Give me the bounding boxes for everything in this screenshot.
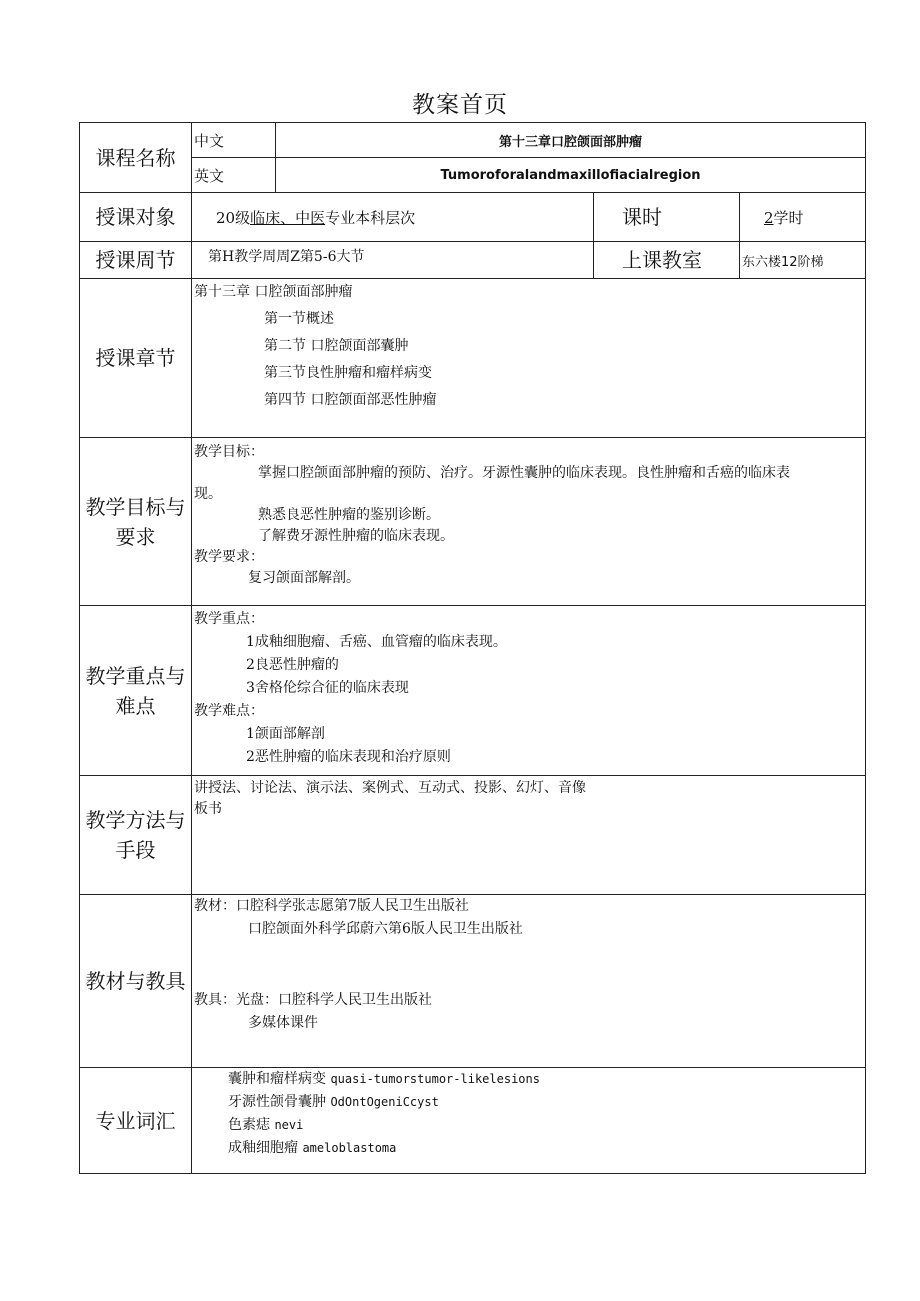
audience-majors: 临床、中医 bbox=[250, 208, 326, 227]
vocab-item-1 bbox=[228, 1068, 863, 1091]
vocab-item-3 bbox=[228, 1114, 863, 1137]
goal-heading: 教学目标： bbox=[194, 444, 264, 460]
goal-line1: 掌握口腔颌面部肿瘤的预防、治疗。牙源性囊肿的临床表现。良性肿瘤和舌癌的临床表 bbox=[258, 465, 790, 481]
key-item-3: 3舍格伦综合征的临床表现 bbox=[246, 680, 409, 696]
course-cn-label: 中文 bbox=[192, 123, 276, 158]
course-cn-value: 第十三章口腔颌面部肿瘤 bbox=[276, 123, 866, 158]
keypoints-label bbox=[80, 606, 192, 776]
methods-label-line2: 手段 bbox=[115, 838, 156, 862]
vocab-item-4 bbox=[228, 1137, 863, 1160]
vocab-cn-2: 牙源性颌骨囊肿 bbox=[228, 1094, 326, 1110]
vocab-cn-3: 色素痣 bbox=[228, 1117, 270, 1133]
goal-line3: 了解费牙源性肿瘤的临床表现。 bbox=[258, 528, 454, 544]
methods-label-line1: 教学方法与 bbox=[85, 808, 186, 832]
hours-label: 课时 bbox=[594, 193, 740, 242]
hours-value bbox=[740, 193, 866, 242]
audience-label: 授课对象 bbox=[80, 193, 192, 242]
diff-heading: 教学难点： bbox=[194, 703, 264, 719]
goal-line1b: 现。 bbox=[194, 486, 222, 502]
diff-item-2: 2恶性肿瘤的临床表现和治疗原则 bbox=[246, 749, 451, 765]
vocab-label: 专业词汇 bbox=[80, 1068, 192, 1174]
vocab-cn-1: 囊肿和瘤样病变 bbox=[228, 1071, 326, 1087]
section-2: 第二节 口腔颌面部囊肿 bbox=[264, 338, 409, 354]
diff-item-1: 1颌面部解剖 bbox=[246, 726, 325, 742]
keypoints-content bbox=[192, 606, 866, 776]
section-4: 第四节 口腔颌面部恶性肿瘤 bbox=[264, 392, 437, 408]
methods-content bbox=[192, 776, 866, 895]
methods-line2: 板书 bbox=[194, 801, 222, 817]
section-3: 第三节良性肿瘤和瘤样病变 bbox=[264, 365, 432, 381]
page-title: 教案首页 bbox=[412, 92, 508, 118]
lesson-plan-table bbox=[79, 122, 866, 1174]
methods-line1: 讲授法、讨论法、演示法、案例式、互动式、投影、幻灯、音像 bbox=[194, 780, 586, 796]
tool-line2: 多媒体课件 bbox=[248, 1015, 318, 1031]
key-heading: 教学重点： bbox=[194, 611, 264, 627]
req-heading: 教学要求： bbox=[194, 549, 264, 565]
objectives-label-line1: 教学目标与 bbox=[85, 494, 186, 519]
tool-line1: 教具：光盘：口腔科学人民卫生出版社 bbox=[194, 992, 432, 1008]
methods-label bbox=[80, 776, 192, 895]
vocab-content bbox=[192, 1068, 866, 1174]
vocab-item-2 bbox=[228, 1091, 863, 1114]
req-line: 复习颌面部解剖。 bbox=[248, 570, 360, 586]
course-en-label: 英文 bbox=[192, 158, 276, 193]
hours-number: 2 bbox=[764, 208, 774, 227]
chapters-content bbox=[192, 279, 866, 438]
materials-content bbox=[192, 895, 866, 1068]
course-en-value: Tumoroforalandmaxillofiacialregion bbox=[276, 158, 866, 193]
room-label: 上课教室 bbox=[594, 242, 740, 279]
audience-suffix: 专业本科层次 bbox=[325, 208, 416, 227]
keypoints-label-line2: 难点 bbox=[115, 693, 156, 718]
audience-prefix: 20级 bbox=[216, 208, 251, 227]
room-value: 东六楼12阶梯 bbox=[740, 242, 866, 279]
keypoints-label-line1: 教学重点与 bbox=[85, 663, 186, 688]
goal-line2: 熟悉良恶性肿瘤的鉴别诊断。 bbox=[258, 507, 440, 523]
book-line2: 口腔颌面外科学邱蔚六第6版人民卫生出版社 bbox=[248, 921, 523, 937]
chapter-title: 第十三章 口腔颌面部肿瘤 bbox=[194, 284, 353, 300]
objectives-content bbox=[192, 438, 866, 606]
hours-unit: 学时 bbox=[773, 208, 804, 227]
vocab-cn-4: 成釉细胞瘤 bbox=[228, 1140, 298, 1156]
week-value: 第H教学周周Z第5-6大节 bbox=[192, 242, 594, 279]
vocab-en-2: OdOntOgeniCcyst bbox=[330, 1095, 439, 1109]
audience-value bbox=[192, 193, 594, 242]
materials-label: 教材与教具 bbox=[80, 895, 192, 1068]
vocab-en-4: ameloblastoma bbox=[302, 1141, 397, 1155]
key-item-2: 2良恶性肿瘤的 bbox=[246, 657, 339, 673]
chapters-label: 授课章节 bbox=[80, 279, 192, 438]
week-label: 授课周节 bbox=[80, 242, 192, 279]
vocab-en-3: nevi bbox=[274, 1118, 304, 1132]
objectives-label bbox=[80, 438, 192, 606]
course-name-label: 课程名称 bbox=[80, 123, 192, 193]
vocab-en-1: quasi-tumorstumor-likelesions bbox=[330, 1072, 540, 1086]
objectives-label-line2: 要求 bbox=[115, 524, 156, 549]
key-item-1: 1成釉细胞瘤、舌癌、血管瘤的临床表现。 bbox=[246, 634, 507, 650]
section-1: 第一节概述 bbox=[264, 311, 334, 327]
book-line1: 教材：口腔科学张志愿第7版人民卫生出版社 bbox=[194, 898, 469, 914]
